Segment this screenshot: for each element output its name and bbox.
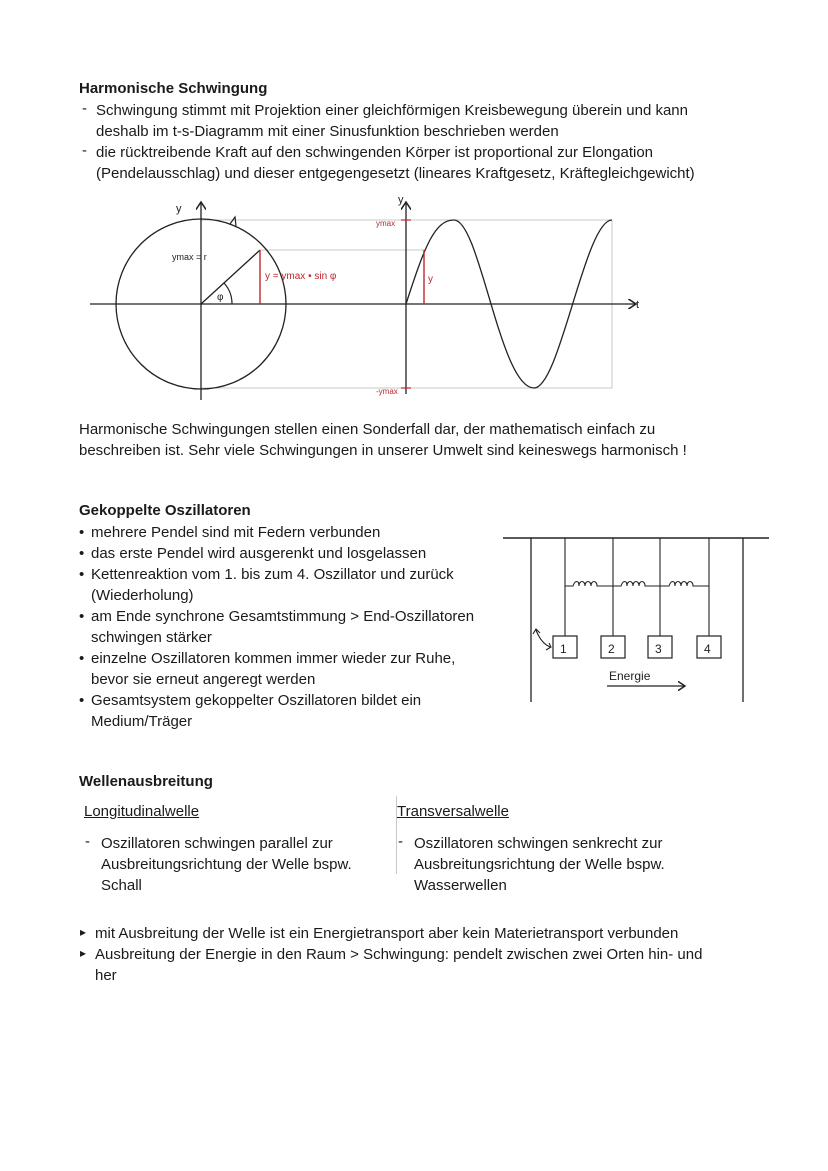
dash-bullet: - (398, 833, 403, 850)
coupled-oscillators-diagram (503, 534, 773, 706)
list-item: ▸ mit Ausbreitung der Welle ist ein Energietransport aber kein Materietransport verbunden (80, 923, 770, 944)
transversal-text: Oszillatoren schwingen senkrecht zur Ausbreitungsrichtung der Welle bspw. Wasserwellen (414, 835, 665, 894)
list-item: • einzelne Oszillatoren kommen immer wieder zur Ruhe, bevor sie erneut angeregt werden (79, 648, 509, 690)
list-item: • Gesamtsystem gekoppelter Oszillatoren bildet ein Medium/Träger (79, 690, 509, 732)
transversal-heading: Transversalwelle (397, 803, 509, 820)
dash-bullet: - (82, 142, 87, 159)
dash-bullet: - (82, 100, 87, 117)
list-item: ▸ Ausbreitung der Energie in den Raum > Schwingung: pendelt zwischen zwei Orten hin- und her (80, 944, 770, 986)
dash-bullet: - (85, 833, 90, 850)
harmonic-paragraph: Harmonische Schwingungen stellen einen Sonderfall dar, der mathematisch einfach zu beschreiben ist. Sehr viele Schwingungen in unserer Umwelt sind keineswegs harmonisch ! (79, 421, 687, 459)
list-item: • mehrere Pendel sind mit Federn verbunden (79, 522, 509, 543)
list-item: • das erste Pendel wird ausgerenkt und losgelassen (79, 543, 509, 564)
oscillator-label: 1 (560, 642, 567, 656)
y-label-left: y (176, 203, 182, 215)
ymax-r-label: ymax = r (172, 252, 207, 262)
longitudinal-text: Oszillatoren schwingen parallel zur Ausbreitungsrichtung der Welle bspw. Schall (101, 835, 352, 894)
t-label: t (636, 299, 640, 311)
section-title-wellenausbreitung: Wellenausbreitung (79, 773, 213, 790)
y-small-label: y (428, 274, 433, 285)
bullet-text: Schwingung stimmt mit Projektion einer gleichförmigen Kreisbewegung überein und kann deshalb im t-s-Diagramm mit einer Sinusfunktion beschrieben werden (96, 102, 688, 140)
formula-label: y = ymax • sin φ (265, 271, 337, 282)
energy-label: Energie (609, 669, 651, 683)
ymax-label: ymax (376, 219, 396, 228)
section-title-gekoppelte-oszillatoren: Gekoppelte Oszillatoren (79, 502, 251, 519)
phi-label: φ (217, 292, 224, 303)
list-item: • am Ende synchrone Gesamtstimmung > End-Oszillatoren schwingen stärker (79, 606, 509, 648)
bullet-text: die rücktreibende Kraft auf den schwingenden Körper ist proportional zur Elongation (Pendelausschlag) und dieser entgegengesetzt (lineares Kraftgesetz, Kräftegleichgewicht) (96, 144, 695, 182)
neg-ymax-label: -ymax (376, 387, 398, 396)
section-title-harmonische-schwingung: Harmonische Schwingung (79, 80, 268, 97)
oscillator-label: 3 (655, 642, 662, 656)
column-divider (396, 796, 397, 874)
y-label-right: y (398, 194, 404, 206)
oscillator-label: 2 (608, 642, 615, 656)
oscillator-label: 4 (704, 642, 711, 656)
longitudinal-heading: Longitudinalwelle (84, 803, 200, 820)
oscillator-bullet-list (79, 522, 509, 732)
wave-notes-list (80, 923, 770, 986)
list-item: • Kettenreaktion vom 1. bis zum 4. Oszillator und zurück (Wiederholung) (79, 564, 509, 606)
harmonic-oscillation-diagram (80, 190, 670, 400)
